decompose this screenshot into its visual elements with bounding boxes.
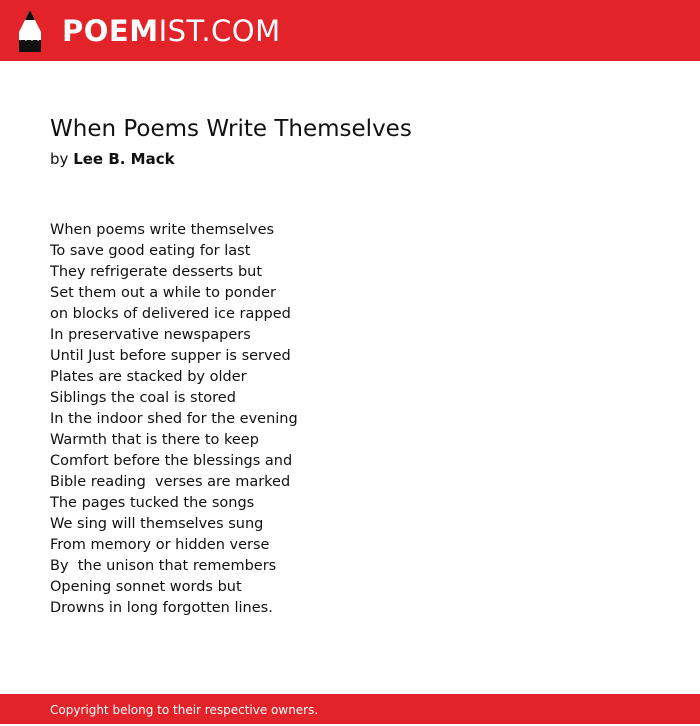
logo-text-bold: POEM — [62, 14, 159, 48]
poem-line: on blocks of delivered ice rapped — [50, 306, 291, 322]
poem-line: In the indoor shed for the evening — [50, 411, 298, 427]
poem-line: The pages tucked the songs — [50, 495, 255, 511]
site-header — [0, 0, 700, 61]
pencil-logo-icon[interactable] — [17, 10, 43, 52]
poem-line: Set them out a while to ponder — [50, 285, 276, 301]
author-name[interactable]: Lee B. Mack — [73, 150, 175, 168]
poem-line: From memory or hidden verse — [50, 537, 270, 553]
poem-line: Bible reading verses are marked — [50, 474, 291, 490]
poem-line: We sing will themselves sung — [50, 516, 264, 532]
byline — [50, 150, 175, 168]
by-label: by — [50, 150, 69, 168]
poem-line: In preservative newspapers — [50, 327, 251, 343]
poem-line: When poems write themselves — [50, 222, 275, 238]
poem-line: Opening sonnet words but — [50, 579, 242, 595]
poem-line: To save good eating for last — [50, 243, 251, 259]
site-logo[interactable] — [62, 13, 281, 49]
poem-title: When Poems Write Themselves — [50, 116, 412, 142]
copyright-text: Copyright belong to their respective owners. — [50, 703, 319, 717]
logo-text-light: IST.COM — [158, 14, 281, 48]
site-footer — [0, 694, 700, 724]
poem-line: Until Just before supper is served — [50, 348, 291, 364]
poem-line: Drowns in long forgotten lines. — [50, 600, 273, 616]
poem-line: By the unison that remembers — [50, 558, 277, 574]
poem-body — [50, 220, 298, 619]
poem-line: They refrigerate desserts but — [50, 264, 263, 280]
poem-line: Comfort before the blessings and — [50, 453, 293, 469]
poem-line: Plates are stacked by older — [50, 369, 247, 385]
poem-line: Warmth that is there to keep — [50, 432, 259, 448]
poem-line: Siblings the coal is stored — [50, 390, 236, 406]
